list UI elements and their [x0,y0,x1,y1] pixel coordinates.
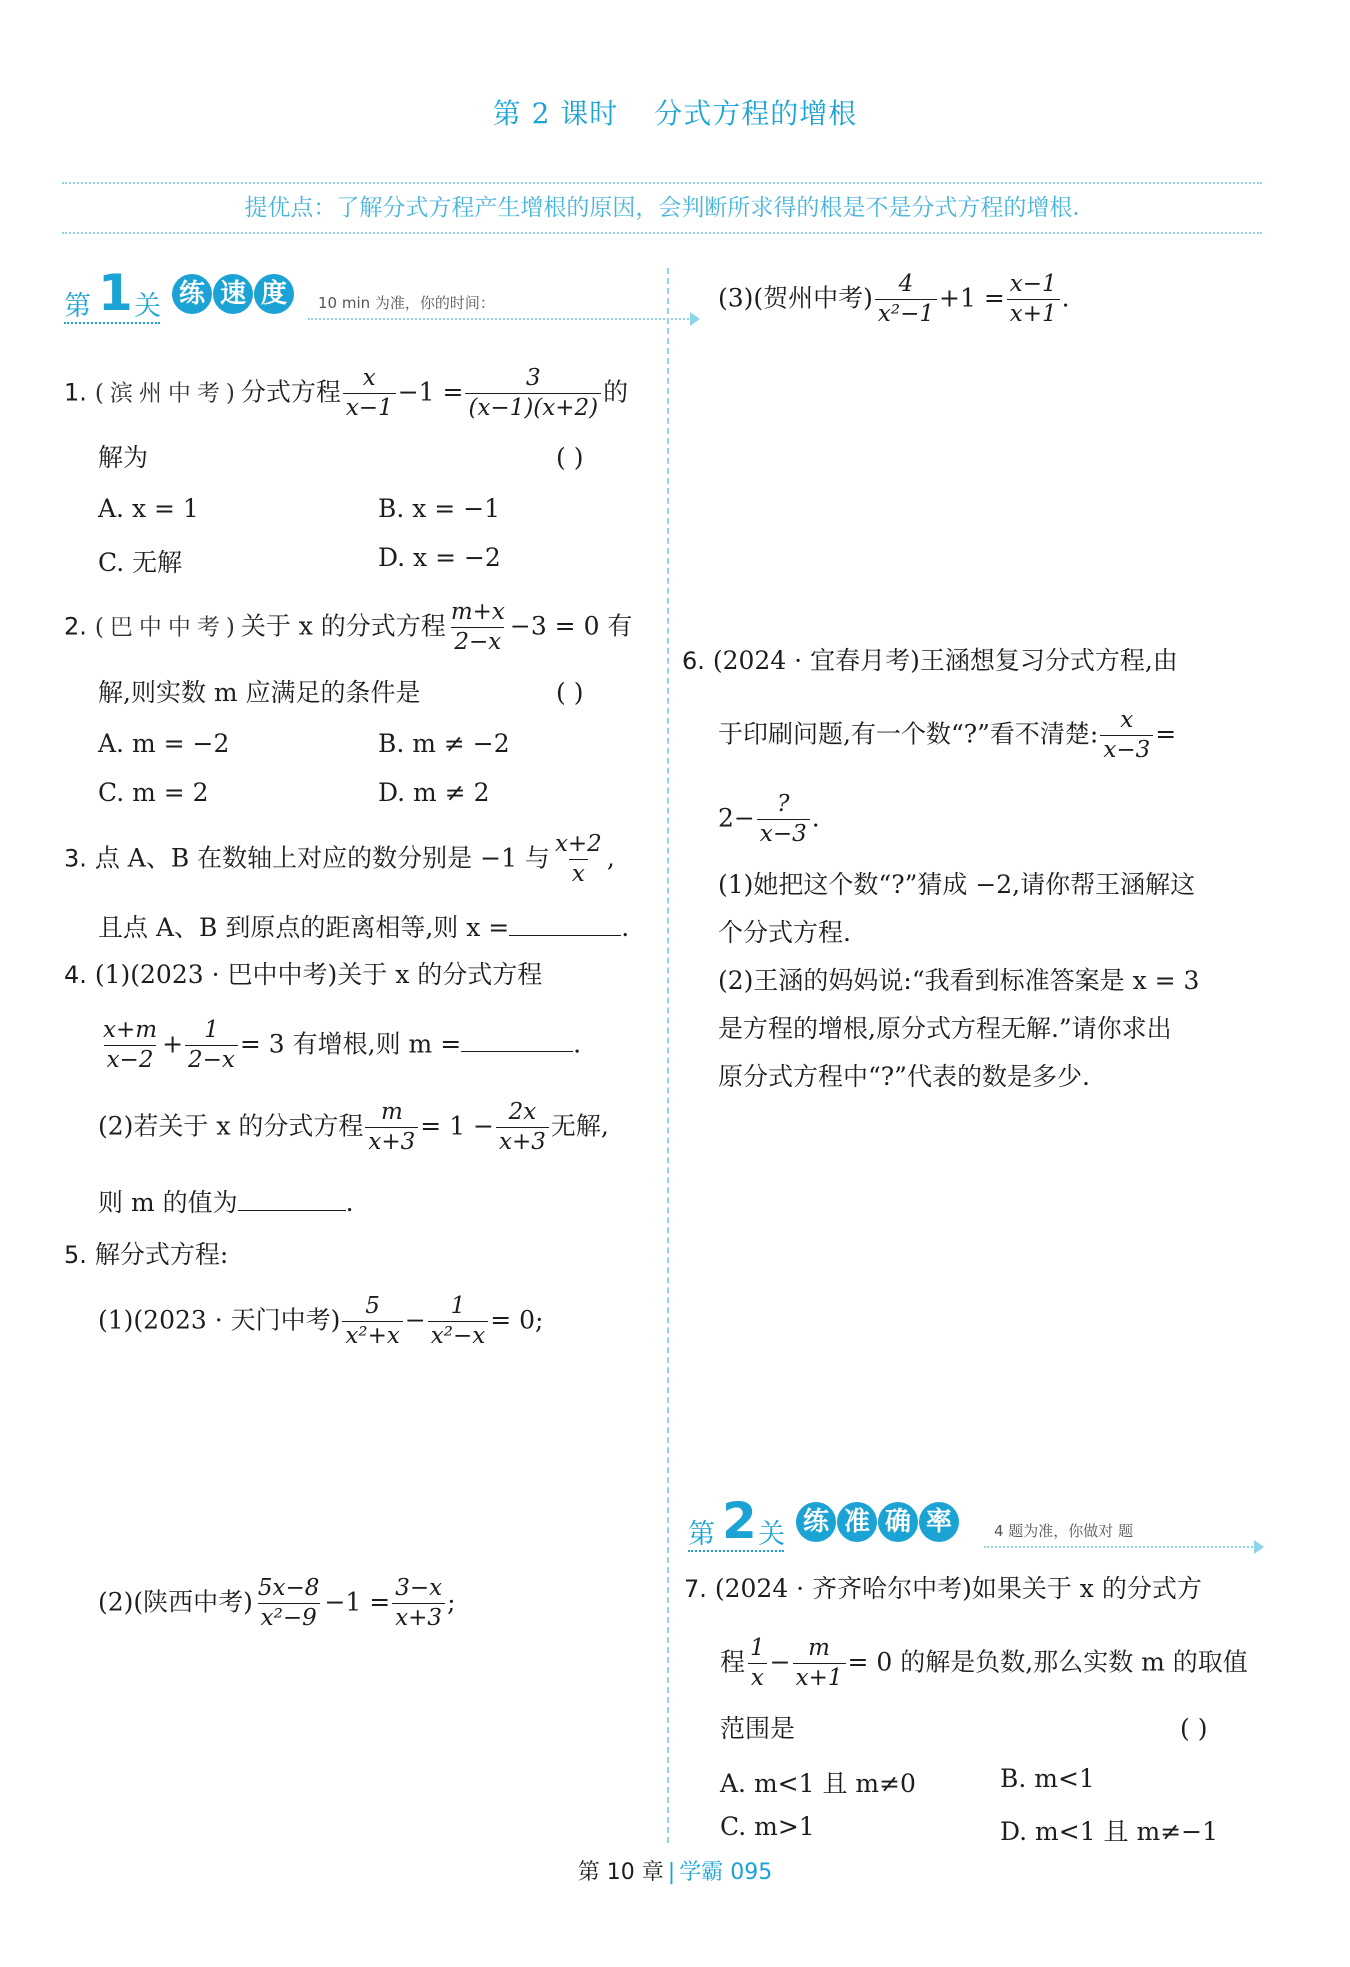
numerator: 5x−8 [257,1575,320,1601]
numerator: 1 [450,1293,466,1319]
fraction [255,1576,323,1632]
question-4-part2-line2 [98,1188,354,1218]
question-text: = 0 的解是负数,那么实数 m 的取值 [847,1647,1248,1677]
question-5-part3 [718,272,1070,328]
denominator: x+3 [392,1603,445,1631]
question-5-part2 [98,1576,456,1632]
question-text: . [345,1188,354,1217]
fraction [875,272,937,328]
question-text: −1 = [324,1587,391,1617]
question-text: = 3 有增根,则 m = [239,1029,462,1059]
question-text: 无解, [550,1111,609,1141]
question-6-line3 [718,792,820,848]
numerator: 3 [525,365,541,391]
question-1-line2: 解为 [98,443,149,472]
numerator: m [380,1099,403,1125]
question-5-part1 [98,1294,543,1350]
question-7-line1 [684,1574,1202,1604]
question-text: . [621,913,630,942]
option-d: D. x = −2 [378,543,501,572]
option-d: D. m<1 且 m≠−1 [1000,1817,1219,1846]
question-number: 3. [64,844,87,873]
section-1-dotted-line [308,318,692,320]
arrow-icon [690,312,700,326]
answer-blank[interactable] [238,1210,346,1211]
answer-parentheses: ( ) [556,678,584,707]
fraction [757,792,810,848]
denominator: x²−x [428,1321,488,1349]
numerator: m+x [450,599,505,625]
option-b: B. x = −1 [378,494,501,523]
question-text: 则 m 的值为 [98,1188,238,1217]
fraction [428,1294,488,1350]
numerator: 1 [204,1017,219,1043]
question-3-stem [64,832,615,888]
numerator: x+m [103,1017,158,1043]
fraction [496,1100,549,1156]
denominator: 2−x [451,627,504,655]
answer-parentheses: ( ) [556,443,584,472]
question-text: , [606,843,615,873]
lesson-title [0,92,1350,132]
question-text: − [769,1647,791,1677]
lesson-topic: 分式方程的增根 [654,97,858,130]
option-c: C. m = 2 [98,778,209,807]
question-6-line2 [718,708,1176,764]
question-6-line8: 原分式方程中“?”代表的数是多少. [718,1062,1090,1091]
question-text: = 0; [490,1305,544,1335]
footer-divider: | [667,1860,676,1885]
section-1-underline [64,322,160,324]
question-source: (巴中中考) [94,614,241,641]
question-text: −1 = [397,377,464,407]
option-a: A. m = −2 [98,729,230,758]
question-7-line3: 范围是 [720,1714,796,1743]
section-2-score-note: 4 题为准，你做对 题 [994,1522,1134,1540]
numerator: 4 [898,271,914,297]
option-b: B. m<1 [1000,1764,1095,1793]
denominator: x+3 [496,1127,549,1155]
fraction [1007,272,1060,328]
question-text: 点 A、B 在数轴上对应的数分别是 −1 与 [94,843,550,873]
question-6-line1 [682,646,1178,676]
key-point-bar [62,182,1262,234]
fraction [185,1018,238,1074]
denominator: x²−9 [258,1603,320,1631]
question-text: = [1155,719,1177,749]
denominator: x+1 [1007,299,1060,327]
question-number: 6. [682,647,705,675]
question-4-part1 [98,1018,581,1074]
question-text: ; [447,1587,456,1617]
numerator: x [362,365,376,391]
question-source: (滨州中考) [94,380,241,407]
numerator: x−1 [1009,271,1057,297]
question-text: 程 [720,1647,746,1677]
numerator: 3−x [395,1575,443,1601]
fraction [365,1100,418,1156]
section-2-dotted-line [984,1546,1256,1548]
question-text: 且点 A、B 到原点的距离相等,则 x = [98,913,510,942]
numerator: x [1120,707,1134,733]
question-5-stem [64,1240,228,1270]
question-number: 5. [64,1241,87,1269]
fraction [465,366,601,422]
denominator: x−2 [104,1045,157,1073]
question-6-line7: 是方程的增根,原分式方程无解.”请你求出 [718,1014,1172,1043]
fraction [343,366,396,422]
question-text: +1 = [939,283,1005,313]
denominator: x [569,859,588,887]
answer-blank[interactable] [509,935,621,936]
section-1-badge [172,274,295,314]
question-4-part2 [98,1100,609,1156]
numerator: 2x [508,1099,537,1125]
question-text: 关于 x 的分式方程 [240,611,446,641]
section-2-number: 2 [722,1492,757,1550]
question-text: (2024 · 宜春月考)王涵想复习分式方程,由 [712,646,1178,675]
section-2-di: 第 [688,1519,715,1550]
question-text: . [1061,283,1070,313]
denominator: x+3 [365,1127,418,1155]
numerator: ? [777,791,790,817]
fraction [747,1636,768,1692]
question-text: 分式方程 [240,377,341,407]
arrow-icon [1254,1540,1264,1554]
question-number: 1. [64,378,87,407]
section-1-time-note: 10 min 为准，你的时间： [318,294,495,312]
question-text: . [573,1029,582,1059]
question-text: (3)(贺州中考) [718,283,873,313]
denominator: x+1 [793,1663,846,1691]
denominator: x−1 [343,393,396,421]
badge-char: 准 [837,1502,877,1542]
chapter-label: 第 10 章 [577,1860,664,1885]
question-text: 2− [718,803,755,833]
question-3-line2 [98,913,629,943]
question-6-line4: (1)她把这个数“?”猜成 −2,请你帮王涵解这 [718,870,1196,899]
badge-char: 确 [878,1502,918,1542]
fraction [100,1018,160,1074]
section-1-header [64,264,644,328]
section-2-badge [796,1502,960,1542]
badge-char: 练 [796,1502,836,1542]
question-text: −3 = 0 有 [509,611,633,641]
denominator: x²+x [342,1321,402,1349]
fraction [552,832,605,888]
denominator: 2−x [185,1045,238,1073]
option-c: C. m>1 [720,1812,815,1841]
numerator: x+2 [554,831,602,857]
answer-parentheses: ( ) [1180,1714,1208,1743]
answer-blank[interactable] [461,1051,573,1052]
denominator: (x−1)(x+2) [465,393,601,421]
brand-name: 学霸 [679,1860,724,1885]
section-1-di: 第 [64,291,91,322]
column-divider [667,268,669,1843]
question-number: 4. [64,961,87,989]
question-text: + [162,1029,184,1059]
option-c: C. 无解 [98,548,183,577]
question-7-line2 [720,1636,1248,1692]
lesson-number: 第 2 课时 [492,97,619,130]
question-6-line5: 个分式方程. [718,918,851,947]
question-text: 解分式方程: [94,1240,229,1269]
section-2-header [688,1492,1268,1556]
question-text: − [404,1305,426,1335]
question-2-line2: 解,则实数 m 应满足的条件是 [98,678,421,707]
fraction [1100,708,1153,764]
question-text: . [811,803,820,833]
fraction [392,1576,445,1632]
numerator: m [808,1635,830,1661]
option-b: B. m ≠ −2 [378,729,510,758]
badge-char: 练 [172,274,212,314]
section-2-underline [688,1550,784,1552]
fraction [448,600,508,656]
badge-char: 速 [213,274,253,314]
section-2-guan: 关 [758,1519,785,1550]
question-text: (1)(2023 · 天门中考) [98,1305,341,1335]
key-point-text: 提优点：了解分式方程产生增根的原因，会判断所求得的根是不是分式方程的增根. [244,195,1080,221]
denominator: x [748,1663,767,1691]
question-text: 的 [603,377,629,407]
question-text: (2)(陕西中考) [98,1587,253,1617]
fraction [793,1636,846,1692]
badge-char: 度 [254,274,294,314]
numerator: 1 [750,1635,765,1661]
denominator: x−3 [757,819,810,847]
question-1-stem [64,366,628,422]
question-text: (2024 · 齐齐哈尔中考)如果关于 x 的分式方 [714,1574,1202,1603]
option-a: A. x = 1 [98,494,199,523]
question-6-line6: (2)王涵的妈妈说:“我看到标准答案是 x = 3 [718,966,1200,995]
question-4-stem [64,960,542,990]
question-text: (2)若关于 x 的分式方程 [98,1111,364,1141]
question-text: 于印刷问题,有一个数“?”看不清楚: [718,719,1099,749]
badge-char: 率 [919,1502,959,1542]
page-footer [0,1855,1350,1886]
section-1-number: 1 [98,264,133,322]
option-d: D. m ≠ 2 [378,778,490,807]
section-1-guan: 关 [134,291,161,322]
page-number: 095 [730,1860,773,1885]
question-number: 2. [64,612,87,641]
question-2-stem [64,600,632,656]
fraction [342,1294,402,1350]
denominator: x−3 [1100,735,1153,763]
numerator: 5 [365,1293,380,1319]
question-text: (1)(2023 · 巴中中考)关于 x 的分式方程 [94,960,543,989]
option-a: A. m<1 且 m≠0 [720,1769,916,1798]
denominator: x²−1 [875,299,937,327]
question-number: 7. [684,1575,707,1603]
question-text: = 1 − [420,1111,494,1141]
